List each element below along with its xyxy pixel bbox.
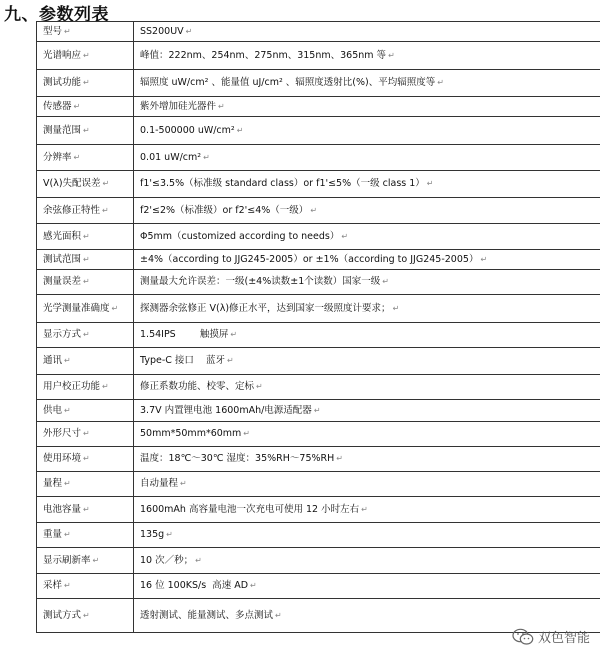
param-label-text: 重量 (43, 529, 63, 540)
table-row (37, 70, 600, 97)
table-row (37, 548, 600, 574)
paragraph-mark: ↵ (195, 555, 202, 565)
param-value-text: 辐照度 uW/cm² 、能量值 uJ/cm² 、辐照度透射比(%)、平均辐照度等 (140, 77, 436, 88)
paragraph-mark: ↵ (426, 179, 434, 188)
paragraph-mark: ↵ (230, 330, 238, 339)
table-row (37, 523, 600, 548)
param-value (134, 198, 600, 224)
param-value-text: 紫外增加硅光器件 (140, 100, 217, 112)
param-label (37, 97, 134, 117)
table-row (37, 145, 600, 171)
paragraph-mark: ↵ (83, 231, 90, 241)
paragraph-mark: ↵ (480, 254, 488, 264)
param-label (37, 250, 134, 270)
table-row (37, 323, 600, 348)
param-label (37, 548, 134, 574)
param-value-text: 0.1-500000 uW/cm² (140, 124, 235, 136)
paragraph-mark: ↵ (243, 429, 250, 438)
param-label (37, 472, 134, 497)
paragraph-mark: ↵ (73, 101, 81, 111)
param-label-text: 型号 (43, 25, 63, 37)
table-row (37, 198, 600, 224)
paragraph-mark: ↵ (236, 125, 244, 135)
paragraph-mark: ↵ (64, 405, 71, 415)
param-label (37, 171, 134, 198)
table-row (37, 447, 600, 472)
paragraph-mark: ↵ (226, 356, 234, 365)
param-label (37, 375, 134, 400)
param-label-text: 使用环境 (43, 453, 82, 464)
param-value (134, 270, 600, 295)
paragraph-mark: ↵ (83, 254, 90, 264)
param-value (134, 117, 600, 145)
param-label-text: 测量误差 (43, 276, 82, 287)
param-label (37, 323, 134, 348)
param-value (134, 375, 600, 400)
param-label-text: 显示方式 (43, 329, 82, 340)
paragraph-mark: ↵ (83, 277, 90, 286)
paragraph-mark: ↵ (64, 26, 71, 36)
param-label (37, 42, 134, 70)
param-value-text: 温度：18℃～30℃ 湿度：35%RH～75%RH (140, 453, 335, 464)
param-value-text: Type-C 接口 蓝牙 (140, 355, 225, 366)
table-row (37, 117, 600, 145)
table-row (37, 295, 600, 323)
paragraph-mark: ↵ (250, 581, 257, 590)
paragraph-mark: ↵ (64, 356, 71, 365)
param-value-text: 3.7V 内置锂电池 1600mAh/电源适配器 (140, 404, 312, 416)
param-value (134, 145, 600, 171)
paragraph-mark: ↵ (64, 479, 71, 488)
table-row (37, 250, 600, 270)
param-label-text: 显示刷新率 (43, 554, 91, 566)
param-label (37, 422, 134, 447)
paragraph-mark: ↵ (341, 231, 349, 241)
param-value (134, 70, 600, 97)
param-value (134, 42, 600, 70)
paragraph-mark: ↵ (218, 101, 225, 111)
param-value (134, 224, 600, 250)
table-row (37, 400, 600, 422)
param-value (134, 574, 600, 599)
paragraph-mark: ↵ (361, 504, 368, 514)
table-row (37, 348, 600, 375)
paragraph-mark: ↵ (437, 78, 444, 87)
param-value (134, 22, 600, 42)
param-label (37, 574, 134, 599)
param-value (134, 422, 600, 447)
param-label-text: 测试范围 (43, 253, 82, 265)
param-label-text: V(λ)失配误差 (43, 178, 101, 189)
param-label-text: 外形尺寸 (43, 428, 82, 439)
paragraph-mark: ↵ (102, 205, 109, 215)
paragraph-mark: ↵ (92, 555, 100, 565)
param-value-text: 修正系数功能、校零、定标 (140, 381, 255, 392)
param-label (37, 348, 134, 375)
table-row (37, 497, 600, 523)
paragraph-mark: ↵ (83, 610, 90, 620)
param-label-text: 量程 (43, 478, 63, 489)
param-value-text: 10 次／秒； (140, 554, 194, 566)
paragraph-mark: ↵ (83, 50, 90, 60)
paragraph-mark: ↵ (73, 152, 81, 162)
table-row (37, 574, 600, 599)
param-value-text: 1600mAh 高容量电池一次充电可使用 12 小时左右 (140, 503, 360, 515)
param-label-text: 测量范围 (43, 124, 82, 136)
paragraph-mark: ↵ (83, 454, 90, 463)
param-value (134, 497, 600, 523)
param-label-text: 供电 (43, 404, 63, 416)
param-label-text: 电池容量 (43, 503, 82, 515)
paragraph-mark: ↵ (64, 530, 71, 539)
param-label-text: 传感器 (43, 100, 72, 112)
paragraph-mark: ↵ (185, 26, 193, 36)
param-value (134, 295, 600, 323)
paragraph-mark: ↵ (388, 50, 395, 60)
paragraph-mark: ↵ (111, 303, 119, 313)
param-value-text: SS200UV (140, 25, 184, 37)
param-label (37, 198, 134, 224)
param-value-text: 自动量程 (140, 478, 179, 489)
watermark-text: 双色智能 (537, 631, 590, 646)
param-value (134, 97, 600, 117)
table-row (37, 270, 600, 295)
paragraph-mark: ↵ (102, 382, 109, 391)
param-label (37, 22, 134, 42)
table-row (37, 22, 600, 42)
param-label (37, 523, 134, 548)
parameter-table (36, 21, 600, 633)
param-value (134, 400, 600, 422)
param-label-text: 测试功能 (43, 77, 82, 88)
param-value-text: f1'≤3.5%（标准级 standard class）or f1'≤5%（一级 class 1） (140, 178, 425, 189)
paragraph-mark: ↵ (166, 530, 173, 539)
paragraph-mark: ↵ (102, 179, 110, 188)
param-value-text: 1.54IPS 触摸屏 (140, 329, 229, 340)
param-label-text: 余弦修正特性 (43, 204, 101, 216)
table-row (37, 171, 600, 198)
param-value (134, 348, 600, 375)
param-value (134, 548, 600, 574)
param-label (37, 497, 134, 523)
param-label-text: 感光面积 (43, 230, 82, 242)
table-row (37, 224, 600, 250)
section-title: 九、参数列表 (4, 5, 109, 25)
param-label (37, 70, 134, 97)
paragraph-mark: ↵ (392, 303, 400, 313)
param-label (37, 447, 134, 472)
param-label-text: 光学测量准确度 (43, 302, 110, 314)
paragraph-mark: ↵ (336, 454, 343, 463)
param-value-text: 测量最大允许误差：一级(±4%读数±1个读数）国家一级 (140, 276, 381, 287)
param-label (37, 117, 134, 145)
param-value-text: 50mm*50mm*60mm (140, 428, 242, 439)
paragraph-mark: ↵ (275, 610, 282, 620)
param-value-text: f2'≤2%（标准级）or f2'≤4%（一级） (140, 204, 309, 216)
paragraph-mark: ↵ (382, 277, 389, 286)
param-label-text: 光谱响应 (43, 49, 82, 61)
param-label-text: 采样 (43, 580, 63, 591)
paragraph-mark: ↵ (83, 78, 90, 87)
paragraph-mark: ↵ (83, 125, 90, 135)
param-label (37, 270, 134, 295)
table-row (37, 42, 600, 70)
watermark (512, 627, 590, 646)
param-value-text: 峰值：222nm、254nm、275nm、315nm、365nm 等 (140, 49, 387, 61)
param-value (134, 323, 600, 348)
param-label-text: 用户校正功能 (43, 381, 101, 392)
paragraph-mark: ↵ (83, 330, 90, 339)
param-value (134, 250, 600, 270)
paragraph-mark: ↵ (64, 581, 71, 590)
param-value-text: 135g (140, 529, 165, 540)
param-value-text: 0.01 uW/cm² (140, 151, 202, 163)
paragraph-mark: ↵ (256, 382, 263, 391)
param-label-text: 通讯 (43, 355, 63, 366)
table-row (37, 472, 600, 497)
param-value (134, 447, 600, 472)
table-row (37, 97, 600, 117)
param-label-text: 测试方式 (43, 609, 82, 621)
param-value (134, 523, 600, 548)
param-value (134, 472, 600, 497)
param-value-text: 16 位 100KS/s 高速 AD (140, 580, 249, 591)
paragraph-mark: ↵ (313, 405, 321, 415)
param-value-text: ±4%（according to JJG245-2005）or ±1%（according to JJG245-2005） (140, 253, 479, 265)
paragraph-mark: ↵ (310, 205, 318, 215)
param-value-text: 探测器余弦修正 V(λ)修正水平，达到国家一级照度计要求； (140, 302, 391, 314)
param-label (37, 224, 134, 250)
wechat-icon (512, 628, 534, 646)
paragraph-mark: ↵ (203, 152, 210, 162)
paragraph-mark: ↵ (83, 429, 90, 438)
table-row (37, 422, 600, 447)
param-label (37, 400, 134, 422)
param-label (37, 295, 134, 323)
param-label-text: 分辨率 (43, 151, 72, 163)
param-value (134, 171, 600, 198)
param-label (37, 145, 134, 171)
param-value-text: 透射测试、能量测试、多点测试 (140, 609, 274, 621)
param-value-text: Φ5mm（customized according to needs） (140, 230, 340, 242)
table-row (37, 375, 600, 400)
paragraph-mark: ↵ (83, 504, 90, 514)
paragraph-mark: ↵ (180, 479, 187, 488)
param-label (37, 599, 134, 633)
